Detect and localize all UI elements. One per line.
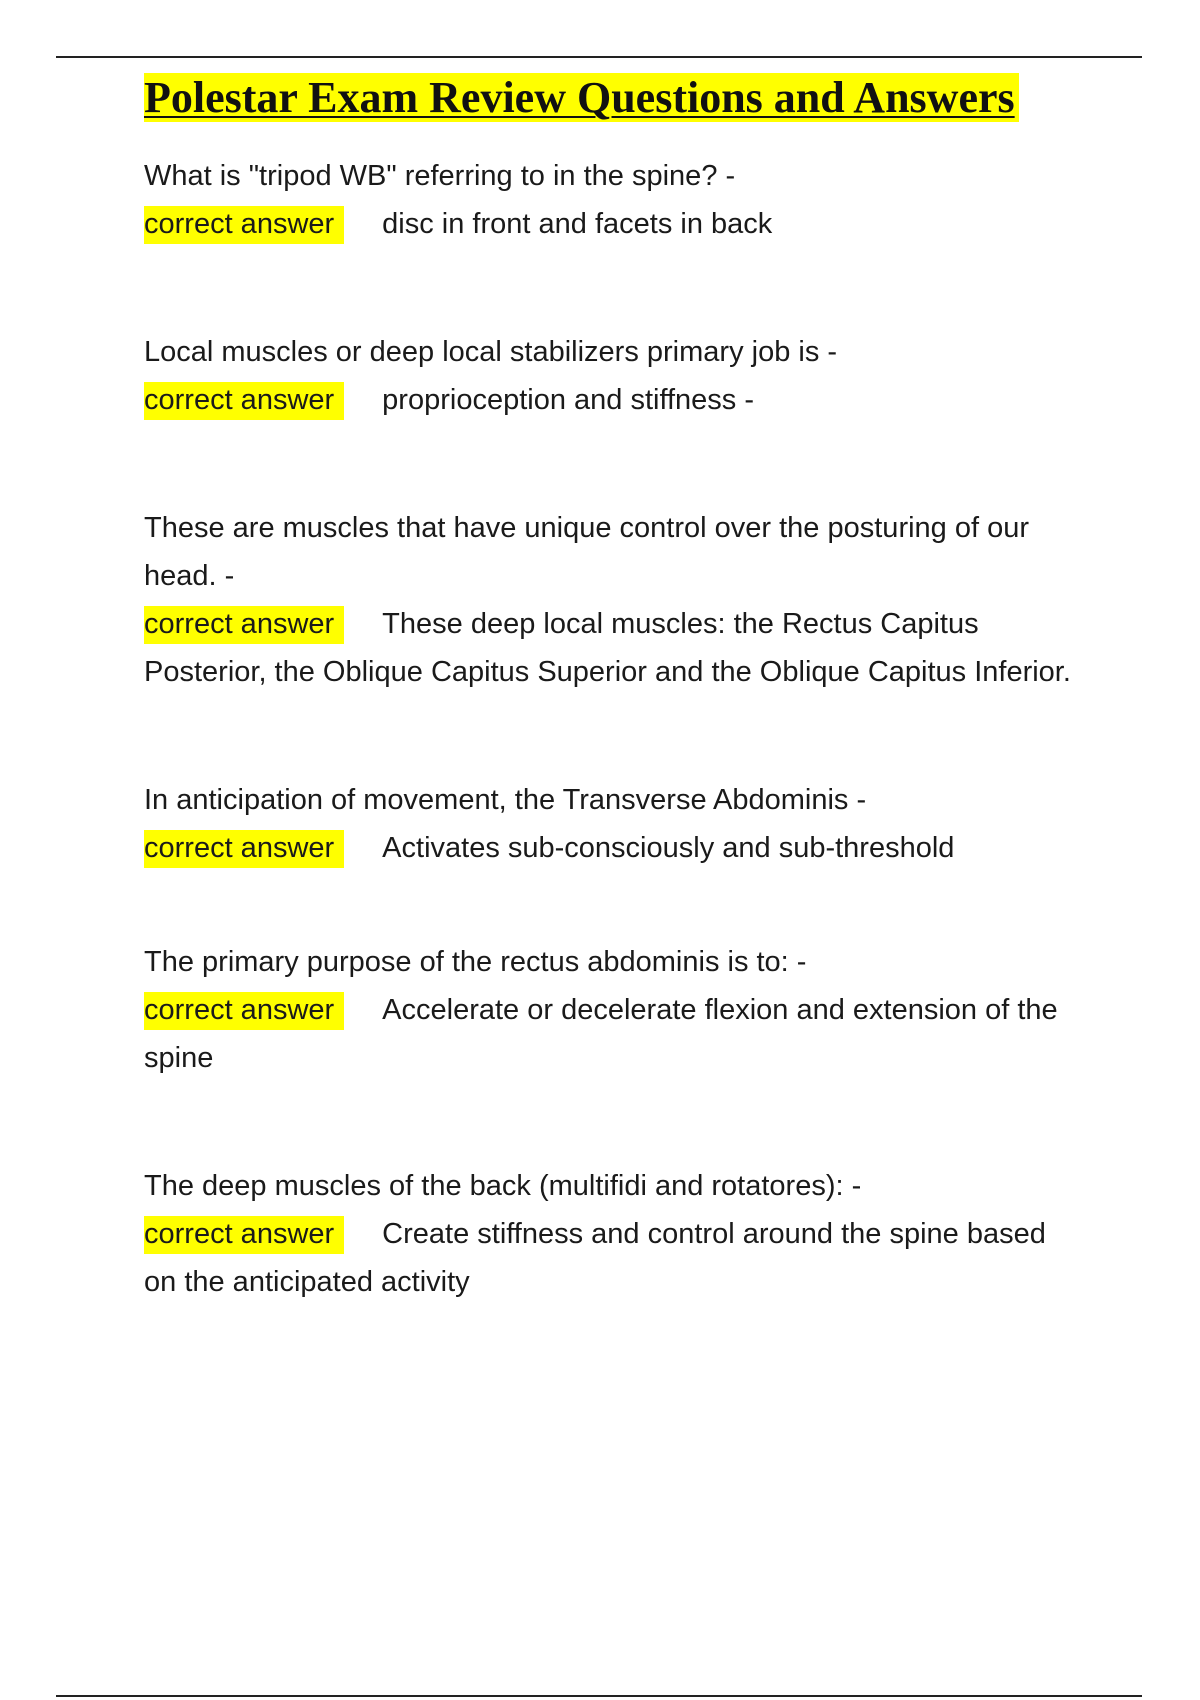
question-text: What is "tripod WB" referring to in the spine? - xyxy=(144,160,736,192)
qa-item-1 xyxy=(144,152,1084,248)
qa-item-4 xyxy=(144,776,1084,872)
answer-line xyxy=(144,600,1084,696)
question-text: The primary purpose of the rectus abdominis is to: - xyxy=(144,946,807,978)
correct-answer-tag: correct answer xyxy=(144,206,344,244)
answer-text: Create stiffness and control around the spine based on the anticipated activity xyxy=(144,1218,1046,1298)
question-text: In anticipation of movement, the Transverse Abdominis - xyxy=(144,784,867,816)
answer-line xyxy=(144,200,1084,248)
bottom-rule xyxy=(56,1695,1142,1697)
answer-text: Activates sub-consciously and sub-threshold xyxy=(382,832,955,864)
document-body xyxy=(144,70,1084,1306)
document-title xyxy=(144,70,1084,126)
qa-item-6 xyxy=(144,1162,1084,1306)
qa-list xyxy=(144,152,1084,1306)
answer-text: proprioception and stiffness - xyxy=(382,384,755,416)
answer-line xyxy=(144,986,1084,1082)
question-text: Local muscles or deep local stabilizers primary job is - xyxy=(144,336,838,368)
correct-answer-tag: correct answer xyxy=(144,606,344,644)
question-text: These are muscles that have unique control over the posturing of our head. - xyxy=(144,512,1030,592)
answer-text: These deep local muscles: the Rectus Capitus Posterior, the Oblique Capitus Superior and the Oblique Capitus Inferior. xyxy=(144,608,1071,688)
document-title-text: Polestar Exam Review Questions and Answers xyxy=(144,73,1019,122)
correct-answer-tag: correct answer xyxy=(144,382,344,420)
question-text: The deep muscles of the back (multifidi and rotatores): - xyxy=(144,1170,862,1202)
correct-answer-tag: correct answer xyxy=(144,992,344,1030)
correct-answer-tag: correct answer xyxy=(144,830,344,868)
answer-line xyxy=(144,1210,1084,1306)
qa-item-2 xyxy=(144,328,1084,424)
answer-text: disc in front and facets in back xyxy=(382,208,773,240)
qa-item-5 xyxy=(144,938,1084,1082)
answer-line xyxy=(144,376,1084,424)
top-rule xyxy=(56,56,1142,58)
correct-answer-tag: correct answer xyxy=(144,1216,344,1254)
answer-text: Accelerate or decelerate flexion and extension of the spine xyxy=(144,994,1058,1074)
qa-item-3 xyxy=(144,504,1084,696)
answer-line xyxy=(144,824,1084,872)
